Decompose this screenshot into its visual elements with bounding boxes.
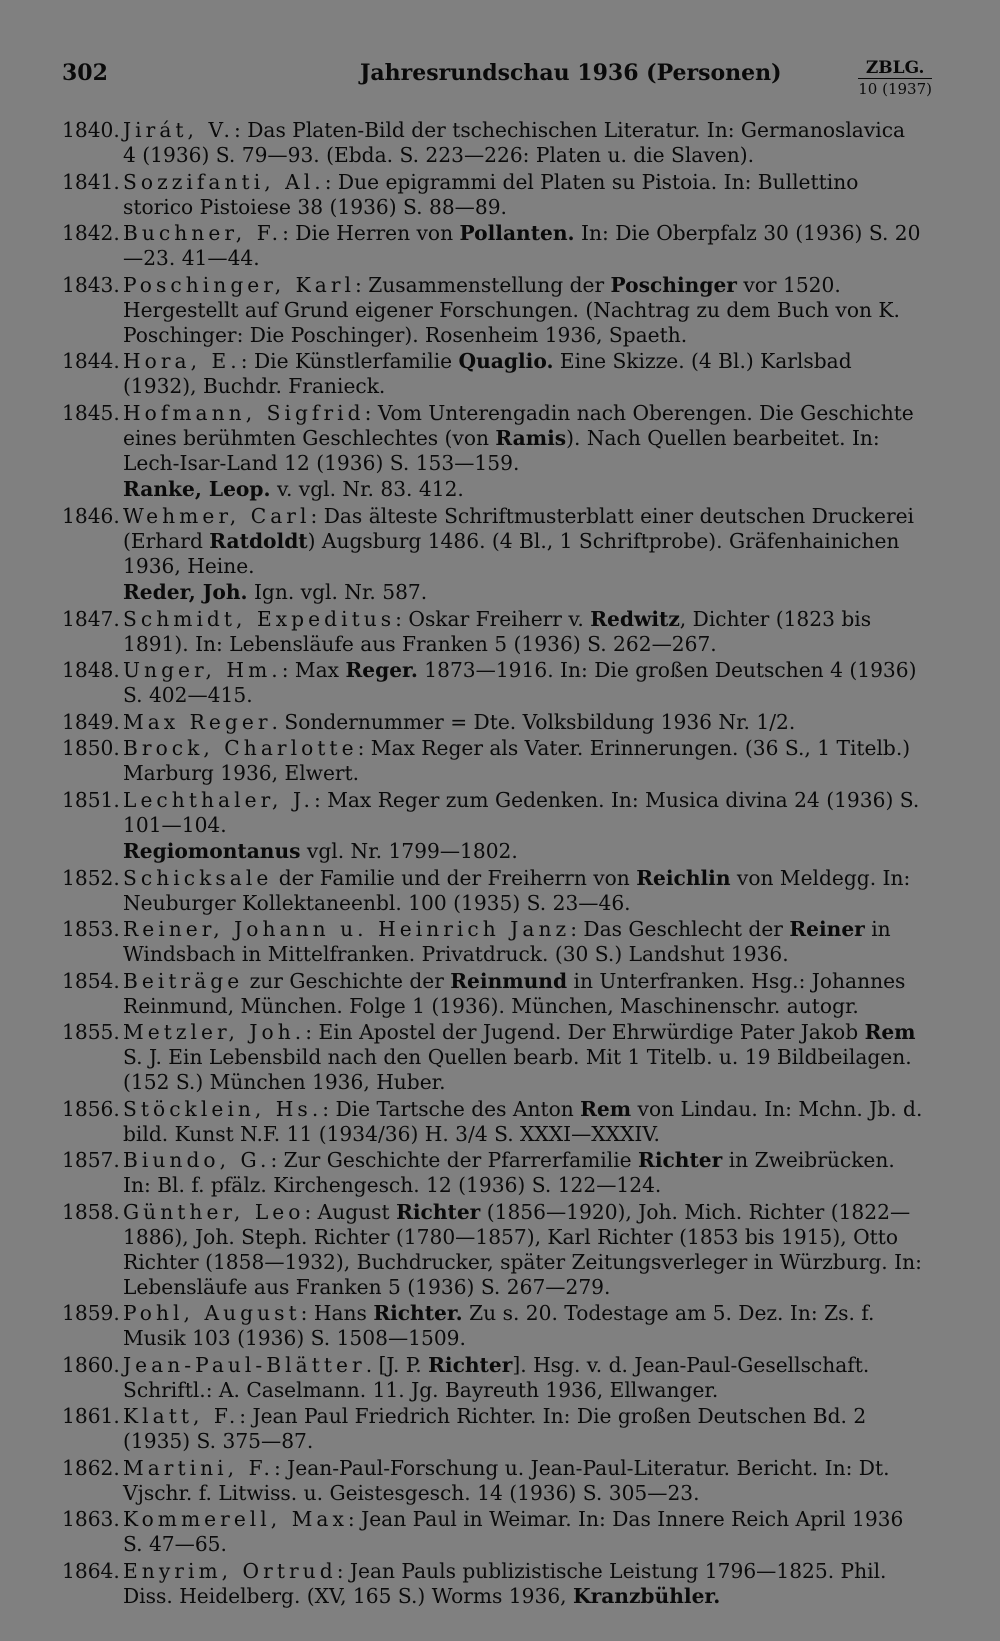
entry-author: Jirát, V. (123, 118, 235, 142)
entry-subject: Ranke, Leop. (123, 477, 271, 501)
entry-number: 1858. (62, 1199, 120, 1224)
bibliography-entry (62, 1507, 924, 1557)
entry-text: . Sondernummer = Dte. Volksbildung 1936 Nr. 1/2. (271, 709, 796, 734)
entry-text: : Die Künstlerfamilie (240, 349, 459, 373)
entry-number: 1859. (62, 1301, 120, 1325)
entry-text: vor 1520. Hergestellt auf Grund eigener Forschungen. (Nachtrag zu dem Buch von K. Poschinger: Die Poschinger). Rosenheim 1936, Spaeth. (123, 272, 900, 347)
entry-number: 1848. (62, 658, 120, 682)
bibliography-entry (62, 736, 924, 786)
bibliography-entry (62, 170, 924, 220)
entry-number: 1856. (62, 1096, 120, 1121)
entry-author: Buchner, F. (123, 221, 283, 245)
entry-number: 1840. (62, 118, 120, 142)
entry-subject: Reiner (789, 917, 865, 941)
entry-subject: Richter. (373, 1301, 463, 1325)
entry-author: Metzler, Joh. (123, 1020, 306, 1044)
entry-number: 1845. (62, 400, 120, 425)
entry-subject: Redwitz (590, 606, 680, 631)
entry-author: Reiner, Johann u. Heinrich Janz (123, 917, 571, 941)
entry-number: 1860. (62, 1352, 120, 1377)
entry-text: Eine Skizze. (4 Bl.) Karlsbad (1932), Buchdr. Franieck. (123, 349, 852, 398)
entry-author: Martini, F. (123, 1455, 274, 1480)
entry-text: : Due epigrammi del Platen su Pistoia. In: Bullettino storico Pistoiese 38 (1936) S. 88—89. (123, 169, 859, 219)
entry-number: 1851. (62, 787, 120, 812)
entry-author: Max Reger (123, 709, 272, 734)
entry-text: ). Nach Quellen bearbeitet. In: Lech-Isar-Land 12 (1936) S. 153—159. (123, 425, 880, 475)
entry-author: Klatt, F. (123, 1404, 240, 1428)
entry-text: zur Geschichte der (243, 968, 451, 993)
entry-subject: Reinmund (450, 968, 568, 993)
entry-text: . [J. P. (365, 1352, 429, 1377)
entry-author: Biundo, G. (123, 1148, 271, 1172)
entry-text: Zu s. 20. Todestage am 5. Dez. In: Zs. f. Musik 103 (1936) S. 1508—1509. (123, 1301, 875, 1350)
entry-text: , Dichter (1823 bis 1891). In: Lebensläufe aus Franken 5 (1936) S. 262—267. (123, 606, 872, 656)
entry-subject: Richter (428, 1352, 513, 1377)
entry-text: : Zusammenstellung der (355, 272, 611, 297)
bibliography-entry (62, 969, 924, 1019)
entry-text: : Vom Unterengadin nach Oberengen. Die Geschichte eines berühmten Geschlechtes (von (123, 400, 914, 450)
bibliography-entry (62, 1301, 924, 1351)
entry-subject: Reichlin (636, 865, 731, 890)
entry-author: Schicksale (123, 865, 273, 890)
entry-number: 1854. (62, 968, 120, 993)
entry-number: 1846. (62, 503, 120, 528)
bibliography-entry (62, 788, 924, 838)
entry-number: 1842. (62, 221, 120, 245)
bibliography-entry (62, 866, 924, 916)
running-title: Jahresrundschau 1936 (Personen) (360, 60, 782, 86)
entry-number: 1849. (62, 709, 120, 734)
entry-number: 1844. (62, 349, 120, 373)
entry-author: Lechthaler, J. (123, 787, 314, 812)
entry-text: Ign. vgl. Nr. 587. (247, 580, 428, 604)
entry-text: : Oskar Freiherr v. (395, 606, 591, 631)
entry-number: 1853. (62, 917, 120, 941)
entry-author: Unger, Hm. (123, 658, 282, 682)
entry-number: 1862. (62, 1455, 120, 1480)
entry-author: Hora, E. (123, 349, 241, 373)
entry-text: ]. Hsg. v. d. Jean-Paul-Gesellschaft. Schriftl.: A. Caselmann. 11. Jg. Bayreuth 1936, Ellwanger. (123, 1352, 870, 1402)
bibliography-entry (62, 1559, 924, 1609)
entry-author: Sozzifanti, Al. (123, 169, 325, 194)
entry-text: : Max (281, 658, 346, 682)
entry-author: Enyrim, Ortrud (123, 1558, 337, 1583)
entry-text: In: Die Oberpfalz 30 (1936) S. 20—23. 41—44. (123, 221, 921, 270)
entry-text: : Jean-Paul-Forschung u. Jean-Paul-Literatur. Bericht. In: Dt. Vjschr. f. Litwiss. u. Geistesgesch. 14 (1936) S. 305—23. (123, 1455, 890, 1505)
bibliography-entry (62, 1200, 924, 1300)
entry-subject: Ramis (495, 425, 567, 450)
entry-text: 1873—1916. In: Die großen Deutschen 4 (1936) S. 402—415. (123, 658, 917, 707)
entry-number: 1850. (62, 736, 120, 760)
entry-subject: Rem (864, 1020, 916, 1044)
entry-author: Schmidt, Expeditus (123, 606, 396, 631)
entry-subject: Regiomontanus (123, 839, 301, 863)
entry-text: : Max Reger als Vater. Erinnerungen. (36 S., 1 Titelb.) Marburg 1936, Elwert. (123, 736, 911, 785)
bibliography-entry (62, 504, 924, 579)
entry-text: : Das Platen-Bild der tschechischen Literatur. In: Germanoslavica 4 (1936) S. 79—93. (Ebda. S. 223—226: Platen u. die Slaven). (123, 118, 906, 167)
entry-subject: Kranzbühler. (573, 1583, 721, 1608)
entry-number: 1864. (62, 1558, 120, 1583)
entry-subject: Ratdoldt (209, 528, 308, 553)
cross-reference (62, 477, 924, 502)
entry-subject: Reger. (345, 658, 418, 682)
entry-text: : Jean Pauls publizistische Leistung 1796—1825. Phil. Diss. Heidelberg. (XV, 165 S.) Worms 1936, (123, 1558, 887, 1608)
bibliography-entry (62, 221, 924, 271)
page-header (62, 58, 932, 98)
entry-number: 1857. (62, 1148, 120, 1172)
bibliography-entry (62, 118, 924, 168)
entry-author: Wehmer, Carl (123, 503, 311, 528)
bibliography-list (62, 118, 924, 1610)
entry-text: : Hans (300, 1301, 374, 1325)
bibliography-entry (62, 1456, 924, 1506)
bibliography-entry (62, 1097, 924, 1147)
bibliography-entry (62, 917, 924, 967)
entry-number: 1843. (62, 272, 120, 297)
entry-author: Brock, Charlotte (123, 736, 358, 760)
entry-author: Beiträge (123, 968, 244, 993)
entry-text: : Die Herren von (282, 221, 460, 245)
entry-number: 1847. (62, 606, 120, 631)
entry-number: 1863. (62, 1507, 120, 1531)
journal-reference (858, 58, 932, 99)
bibliography-entry (62, 1353, 924, 1403)
entry-text: von Meldegg. In: Neuburger Kollektaneenbl. 100 (1935) S. 23—46. (123, 865, 911, 915)
entry-text: von Lindau. In: Mchn. Jb. d. bild. Kunst N.F. 11 (1934/36) H. 3/4 S. XXXI—XXXIV. (123, 1096, 923, 1146)
bibliography-entry (62, 1020, 924, 1095)
entry-text: : Ein Apostel der Jugend. Der Ehrwürdige Pater Jakob (305, 1020, 865, 1044)
entry-subject: Richter (638, 1148, 723, 1172)
bibliography-entry (62, 401, 924, 476)
entry-subject: Reder, Joh. (123, 580, 248, 604)
entry-author: Hofmann, Sigfrid (123, 400, 365, 425)
entry-text: : Max Reger zum Gedenken. In: Musica divina 24 (1936) S. 101—104. (123, 787, 920, 837)
entry-text: : Die Tartsche des Anton (322, 1096, 581, 1121)
entry-number: 1841. (62, 169, 120, 194)
entry-subject: Poschinger (610, 272, 737, 297)
entry-subject: Pollanten. (459, 221, 575, 245)
entry-text: ) Augsburg 1486. (4 Bl., 1 Schriftprobe). Gräfenhainichen 1936, Heine. (123, 528, 900, 578)
cross-reference (62, 580, 924, 605)
entry-text: in Windsbach in Mittelfranken. Privatdruck. (30 S.) Landshut 1936. (123, 917, 891, 966)
entry-text: : August (304, 1199, 397, 1224)
entry-text: : Zur Geschichte der Pfarrerfamilie (270, 1148, 639, 1172)
entry-text: : Das älteste Schriftmusterblatt einer deutschen Druckerei (Erhard (123, 503, 914, 553)
entry-text: der Familie und der Freiherrn von (272, 865, 637, 890)
entry-author: Kommerell, Max (123, 1507, 348, 1531)
entry-number: 1852. (62, 865, 120, 890)
bibliography-entry (62, 273, 924, 348)
entry-subject: Richter (396, 1199, 481, 1224)
entry-number: 1855. (62, 1020, 120, 1044)
entry-text: : Jean Paul in Weimar. In: Das Innere Reich April 1936 S. 47—65. (123, 1507, 904, 1556)
page-number: 302 (62, 60, 108, 86)
entry-subject: Rem (580, 1096, 632, 1121)
entry-author: Günther, Leo (123, 1199, 305, 1224)
bibliography-entry (62, 349, 924, 399)
entry-author: Poschinger, Karl (123, 272, 356, 297)
entry-number: 1861. (62, 1404, 120, 1428)
bibliography-entry (62, 607, 924, 657)
entry-text: in Unterfranken. Hsg.: Johannes Reinmund, München. Folge 1 (1936). München, Maschinenschr. autogr. (123, 968, 906, 1018)
bibliography-entry (62, 1148, 924, 1198)
bibliography-entry (62, 710, 924, 735)
entry-text: : Jean Paul Friedrich Richter. In: Die großen Deutschen Bd. 2 (1935) S. 375—87. (123, 1404, 867, 1453)
entry-author: Pohl, August (123, 1301, 301, 1325)
bibliography-entry (62, 658, 924, 708)
entry-text: (1856—1920), Joh. Mich. Richter (1822—1886), Joh. Steph. Richter (1780—1857), Karl Richter (1853 bis 1915), Otto Richter (1858—1932), Buchdrucker, später Zeitungsverleger in Würzburg. In: Lebensläufe aus Franken 5 (1936) S. 267—279. (123, 1199, 922, 1299)
journal-abbreviation: ZBLG. (858, 58, 932, 79)
entry-text: vgl. Nr. 1799—1802. (300, 839, 518, 863)
bibliography-entry (62, 1404, 924, 1454)
cross-reference (62, 839, 924, 864)
entry-text: in Zweibrücken. In: Bl. f. pfälz. Kirchengesch. 12 (1936) S. 122—124. (123, 1148, 895, 1197)
journal-volume: 10 (1937) (858, 80, 932, 98)
entry-author: Jean-Paul-Blätter (123, 1352, 366, 1377)
entry-text: : Das Geschlecht der (570, 917, 790, 941)
entry-text: v. vgl. Nr. 83. 412. (270, 477, 464, 501)
entry-author: Stöcklein, Hs. (123, 1096, 323, 1121)
entry-subject: Quaglio. (458, 349, 554, 373)
entry-text: S. J. Ein Lebensbild nach den Quellen bearb. Mit 1 Titelb. u. 19 Bildbeilagen. (152 S.) München 1936, Huber. (123, 1045, 912, 1094)
